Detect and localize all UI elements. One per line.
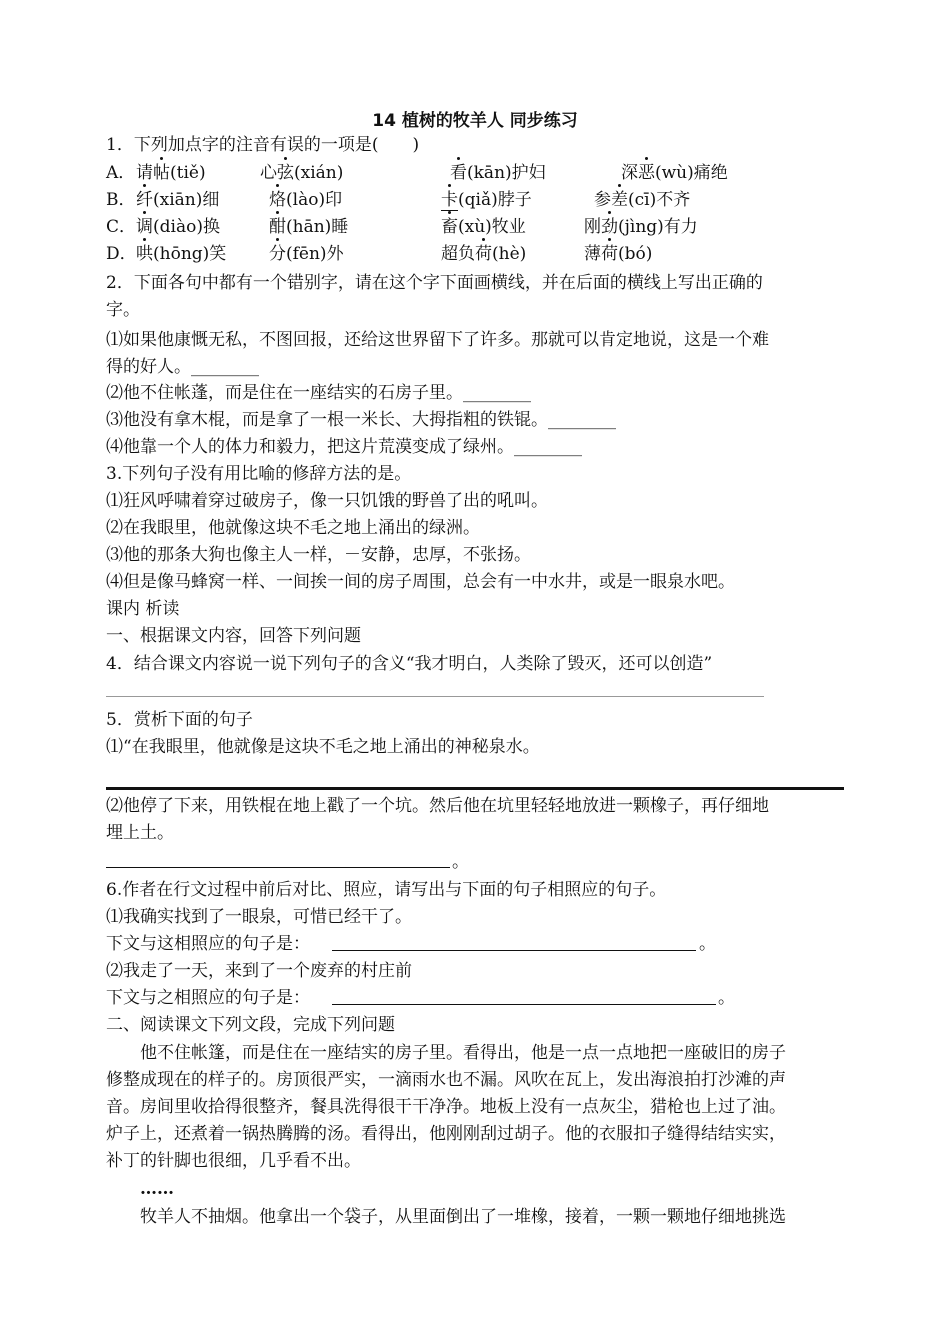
option-item: 看(kān)护妇 — [450, 163, 546, 183]
option-item: 畜(xù)牧业 — [441, 217, 526, 237]
answer-line[interactable] — [106, 867, 450, 868]
option-item: 薄荷(bó) — [584, 244, 653, 264]
q6-answer-2-label: 下文与之相照应的句子是： — [106, 988, 310, 1008]
q2-stem-line1: 2．下面各句中都有一个错别字，请在这个字下面画横线，并在后面的横线上写出正确的 — [106, 273, 763, 293]
option-label: C． — [106, 217, 137, 237]
q3-sentence-2: ⑵在我眼里，他就像这块不毛之地上涌出的绿洲。 — [106, 518, 480, 538]
q3-sentence-1: ⑴狂风呼啸着穿过破房子，像一只饥饿的野兽了出的吼叫。 — [106, 491, 548, 511]
option-item: 调(diào)换 — [136, 217, 220, 237]
q5-sentence-1: ⑴“在我眼里，他就像是这块不毛之地上涌出的神秘泉水。 — [106, 737, 540, 757]
q2-sentence-3: ⑶他没有拿木棍，而是拿了一根一米长、大拇指粗的铁锟。________ — [106, 410, 616, 430]
passage-line: 音。房间里收拾得很整齐，餐具洗得很干干净净。地板上没有一点灰尘，猎枪也上过了油。 — [106, 1097, 786, 1117]
option-item: 深恶(wù)痛绝 — [621, 163, 728, 183]
q2-sentence-1a: ⑴如果他康慨无私，不图回报，还给这世界留下了许多。那就可以肯定地说，这是一个难 — [106, 330, 769, 350]
option-item: 烙(lào)印 — [269, 190, 343, 210]
option-item: 卡(qiǎ)脖子 — [441, 190, 532, 210]
part-one-heading: 一、根据课文内容，回答下列问题 — [106, 626, 361, 646]
answer-line[interactable] — [106, 787, 844, 790]
answer-line[interactable] — [332, 950, 696, 951]
q2-sentence-2: ⑵他不住帐蓬，而是住在一座结实的石房子里。________ — [106, 383, 531, 403]
option-item: 分(fēn)外 — [269, 244, 344, 264]
option-item: 刚劲(jìng)有力 — [584, 217, 698, 237]
answer-end-mark: 。 — [718, 988, 735, 1008]
option-label: D． — [106, 244, 137, 264]
q6-answer-1-label: 下文与这相照应的句子是： — [106, 934, 310, 954]
passage-line: 他不住帐篷，而是住在一座结实的房子里。看得出，他是一点一点地把一座破旧的房子 — [106, 1043, 786, 1063]
option-item: 哄(hōng)笑 — [136, 244, 227, 264]
passage-line: 炉子上，还煮着一锅热腾腾的汤。看得出，他刚刚刮过胡子。他的衣服扣子缝得结结实实， — [106, 1124, 786, 1144]
passage-line: 牧羊人不抽烟。他拿出一个袋子，从里面倒出了一堆橡，接着，一颗一颗地仔细地挑选 — [106, 1207, 786, 1227]
q6-sentence-1: ⑴我确实找到了一眼泉，可惜已经干了。 — [106, 907, 412, 927]
page-title: 14 植树的牧羊人 同步练习 — [372, 111, 578, 131]
option-item: 酣(hān)睡 — [269, 217, 349, 237]
passage-line: 修整成现在的样子的。房顶很严实，一滴雨水也不漏。风吹在瓦上，发出海浪拍打沙滩的声 — [106, 1070, 786, 1090]
part-two-heading: 二、阅读课文下列文段，完成下列问题 — [106, 1015, 395, 1035]
q1-stem: 1．下列加点字的注音有误的一项是( ) — [106, 135, 420, 155]
q6-stem: 6.作者在行文过程中前后对比、照应，请写出与下面的句子相照应的句子。 — [106, 880, 667, 900]
q2-sentence-4: ⑷他靠一个人的体力和毅力，把这片荒漠变成了绿州。________ — [106, 437, 582, 457]
option-item: 纤(xiān)细 — [136, 190, 220, 210]
answer-end-mark: 。 — [699, 934, 716, 954]
q4-stem: 4．结合课文内容说一说下列句子的含义“我才明白，人类除了毁灭，还可以创造” — [106, 654, 713, 674]
section-heading: 课内 析读 — [106, 599, 180, 619]
q5-sentence-2a: ⑵他停了下来，用铁棍在地上戳了一个坑。然后他在坑里轻轻地放进一颗橡子，再仔细地 — [106, 796, 769, 816]
option-label: A． — [106, 163, 136, 183]
q3-stem: 3.下列句子没有用比喻的修辞方法的是。 — [106, 464, 412, 484]
passage-line: 补丁的针脚也很细，几乎看不出。 — [106, 1151, 361, 1171]
q3-sentence-4: ⑷但是像马蜂窝一样、一间挨一间的房子周围，总会有一中水井，或是一眼泉水吧。 — [106, 572, 735, 592]
answer-end-mark: 。 — [452, 852, 469, 872]
option-item: 超负荷(hè) — [441, 244, 527, 264]
option-item: 参差(cī)不齐 — [594, 190, 691, 210]
ellipsis: …… — [140, 1179, 174, 1199]
q6-sentence-2: ⑵我走了一天，来到了一个废弃的村庄前 — [106, 961, 412, 981]
option-item: 心弦(xián) — [260, 163, 344, 183]
q2-stem-line2: 字。 — [106, 300, 140, 320]
q5-stem: 5．赏析下面的句子 — [106, 710, 253, 730]
q2-sentence-1b: 得的好人。________ — [106, 357, 259, 377]
answer-line[interactable] — [106, 696, 764, 697]
option-item: 请帖(tiě) — [136, 163, 206, 183]
option-label: B． — [106, 190, 136, 210]
q3-sentence-3: ⑶他的那条大狗也像主人一样，－安静，忠厚，不张扬。 — [106, 545, 531, 565]
answer-line[interactable] — [332, 1004, 716, 1005]
q5-sentence-2b: 埋上土。 — [106, 823, 174, 843]
